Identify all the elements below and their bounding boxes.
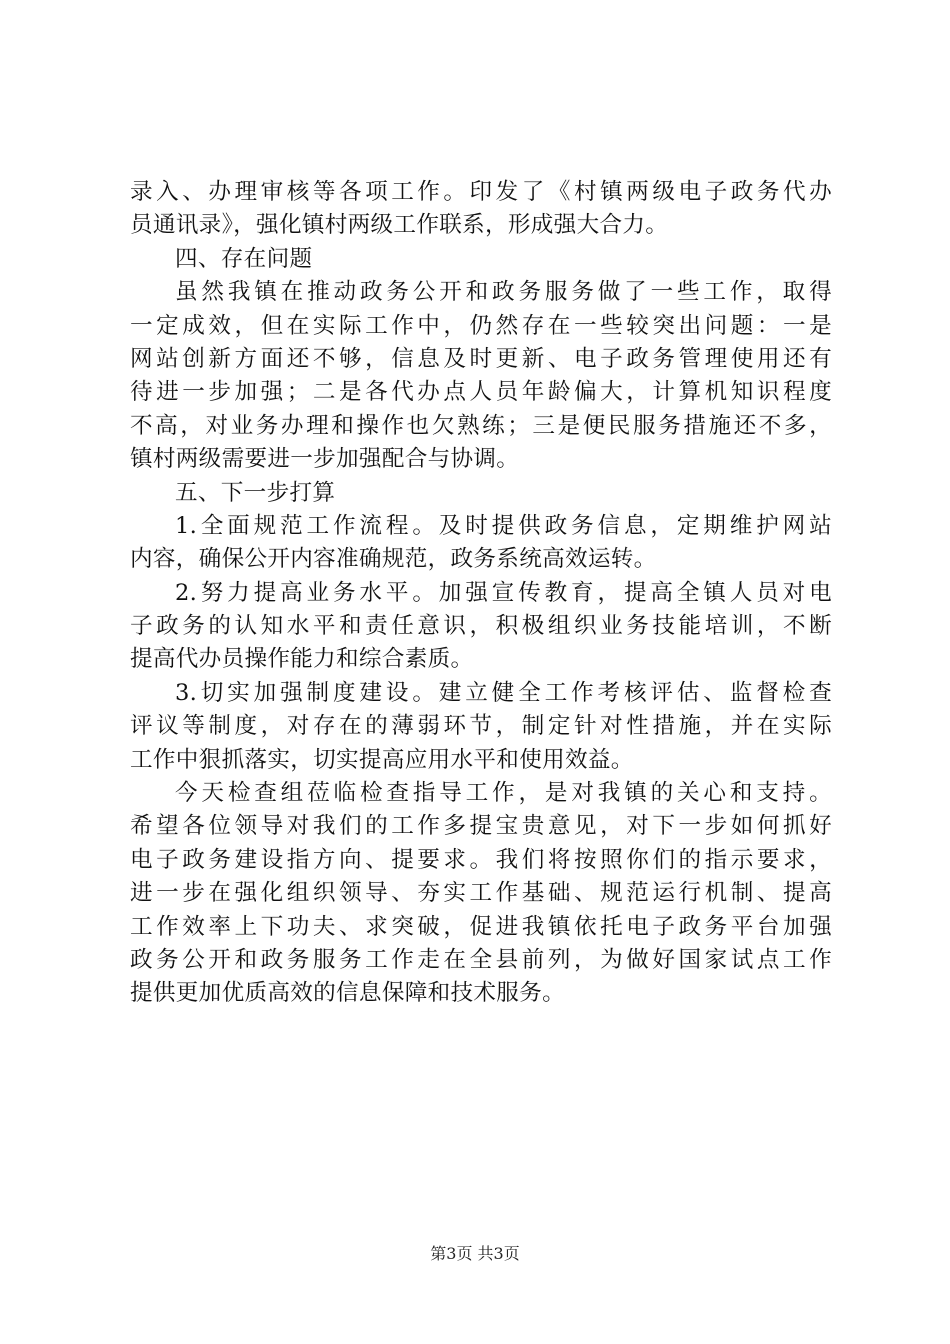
page-number: 第3页 共3页 <box>430 1244 520 1263</box>
text-line: 不高，对业务办理和操作也欠熟练；三是便民服务措施还不多， <box>130 412 832 439</box>
text-line: 工作中狠抓落实，切实提高应用水平和使用效益。 <box>130 746 634 773</box>
section-heading: 四、存在问题 <box>175 245 313 272</box>
text-line: 工作效率上下功夫、求突破，促进我镇依托电子政务平台加强 <box>130 913 832 940</box>
text-line: 1.全面规范工作流程。及时提供政务信息，定期维护网站 <box>175 512 832 539</box>
text-line: 提高代办员操作能力和综合素质。 <box>130 646 474 673</box>
text-line: 3.切实加强制度建设。建立健全工作考核评估、监督检查 <box>175 679 832 706</box>
text-line: 希望各位领导对我们的工作多提宝贵意见，对下一步如何抓好 <box>130 813 832 840</box>
text-line: 政务公开和政务服务工作走在全县前列，为做好国家试点工作 <box>130 946 832 973</box>
text-line: 子政务的认知水平和责任意识，积极组织业务技能培训，不断 <box>130 613 832 640</box>
text-line: 提供更加优质高效的信息保障和技术服务。 <box>130 980 565 1007</box>
text-line: 镇村两级需要进一步加强配合与协调。 <box>130 446 520 473</box>
text-line: 评议等制度，对存在的薄弱环节，制定针对性措施，并在实际 <box>130 713 832 740</box>
text-line: 录入、办理审核等各项工作。印发了《村镇两级电子政务代办 <box>130 179 832 205</box>
text-line: 员通讯录》，强化镇村两级工作联系，形成强大合力。 <box>130 212 669 239</box>
text-line: 内容，确保公开内容准确规范，政务系统高效运转。 <box>130 546 657 573</box>
text-line: 网站创新方面还不够，信息及时更新、电子政务管理使用还有 <box>130 345 832 372</box>
section-heading: 五、下一步打算 <box>175 479 336 506</box>
text-line: 2.努力提高业务水平。加强宣传教育，提高全镇人员对电 <box>175 579 832 606</box>
page-footer <box>0 1244 950 1264</box>
text-line: 虽然我镇在推动政务公开和政务服务做了一些工作，取得 <box>175 279 832 306</box>
text-line: 电子政务建设指方向、提要求。我们将按照你们的指示要求， <box>130 846 832 873</box>
document-body <box>130 176 832 1011</box>
text-line: 进一步在强化组织领导、夯实工作基础、规范运行机制、提高 <box>130 880 832 907</box>
text-line: 一定成效，但在实际工作中，仍然存在一些较突出问题：一是 <box>130 312 832 339</box>
text-line: 今天检查组莅临检查指导工作，是对我镇的关心和支持。 <box>175 780 832 807</box>
text-line: 待进一步加强；二是各代办点人员年龄偏大，计算机知识程度 <box>130 379 832 406</box>
